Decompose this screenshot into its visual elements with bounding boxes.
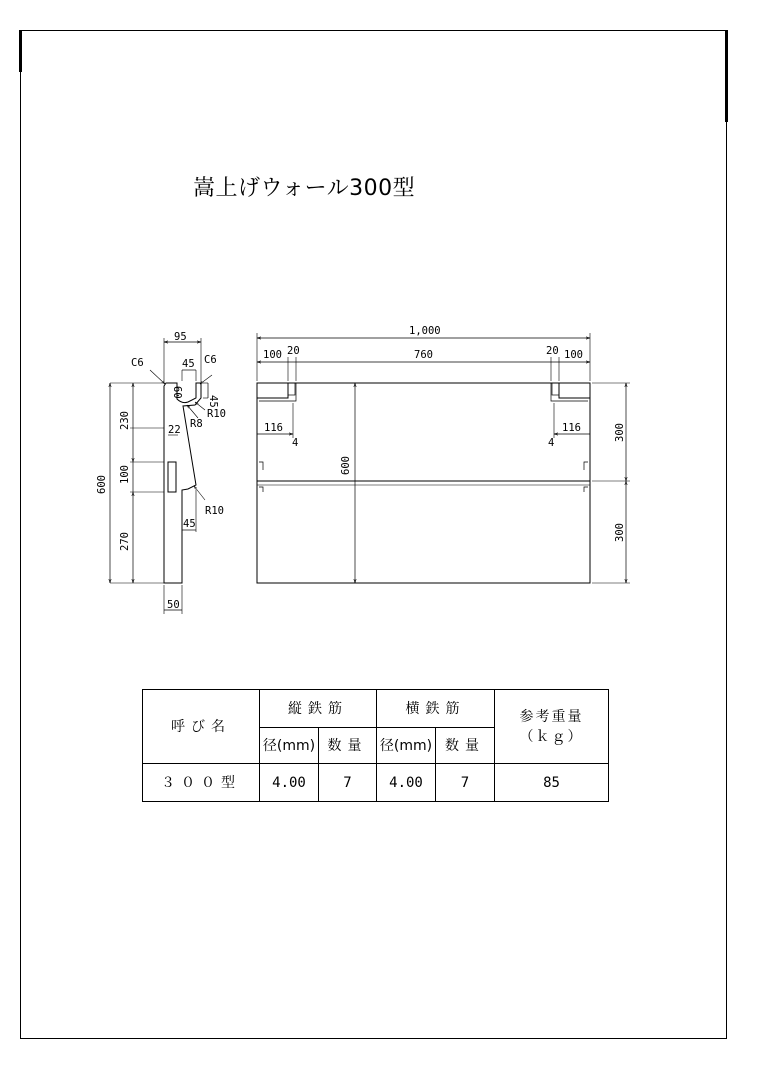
dim-front-inset-right: 116 xyxy=(562,422,581,434)
dim-lower-offset: 45 xyxy=(183,518,196,530)
cell-weight: 85 xyxy=(495,764,609,802)
dim-front-small-left: 4 xyxy=(292,437,299,449)
drawing-title: 嵩上げウォール300型 xyxy=(193,176,416,201)
dim-height-bottom: 270 xyxy=(119,532,131,551)
label-radius-inner: R8 xyxy=(190,418,203,430)
cell-name: ３００型 xyxy=(143,764,260,802)
header-vertical-rebar: 縦鉄筋 xyxy=(260,690,377,728)
dim-front-lower: 300 xyxy=(614,523,626,542)
dim-notch-height: 45 xyxy=(207,395,219,408)
label-chamfer-right: C6 xyxy=(204,354,217,366)
dim-front-inset-left: 116 xyxy=(264,422,283,434)
dim-front-center: 760 xyxy=(414,349,433,361)
dim-notch-width: 45 xyxy=(182,358,195,370)
dim-front-gap-right: 20 xyxy=(546,345,559,357)
label-radius-lower: R10 xyxy=(205,505,224,517)
cell-h-count: 7 xyxy=(436,764,495,802)
header-name: 呼び名 xyxy=(143,690,260,764)
cell-v-diameter: 4.00 xyxy=(260,764,319,802)
header-h-count: 数量 xyxy=(436,728,495,764)
dim-front-upper: 300 xyxy=(614,423,626,442)
header-v-diameter: 径(mm) xyxy=(260,728,319,764)
dim-notch-depth: 60 xyxy=(171,386,183,399)
header-v-count: 数量 xyxy=(319,728,377,764)
header-horizontal-rebar: 横鉄筋 xyxy=(377,690,495,728)
dim-front-gap-left: 20 xyxy=(287,345,300,357)
dim-front-height: 600 xyxy=(340,456,352,475)
header-h-diameter: 径(mm) xyxy=(377,728,436,764)
dim-front-total: 1,000 xyxy=(409,325,441,337)
dim-height-total: 600 xyxy=(96,475,108,494)
dim-front-small-right: 4 xyxy=(548,437,555,449)
spec-table xyxy=(142,689,609,802)
section-slot xyxy=(168,462,176,492)
dim-height-mid: 100 xyxy=(119,465,131,484)
header-weight: 参考重量 （ｋｇ） xyxy=(495,690,609,764)
cell-h-diameter: 4.00 xyxy=(377,764,436,802)
front-view xyxy=(257,333,630,583)
cell-v-count: 7 xyxy=(319,764,377,802)
label-radius-upper: R10 xyxy=(207,408,226,420)
dim-front-edge-left: 100 xyxy=(263,349,282,361)
dim-slot-width: 22 xyxy=(168,424,181,436)
dim-section-width: 95 xyxy=(174,331,187,343)
label-chamfer-left: C6 xyxy=(131,357,144,369)
section-outline xyxy=(164,383,201,583)
dim-base-width: 50 xyxy=(167,599,180,611)
front-panel xyxy=(257,383,590,583)
dim-height-top: 230 xyxy=(119,411,131,430)
dim-front-edge-right: 100 xyxy=(564,349,583,361)
